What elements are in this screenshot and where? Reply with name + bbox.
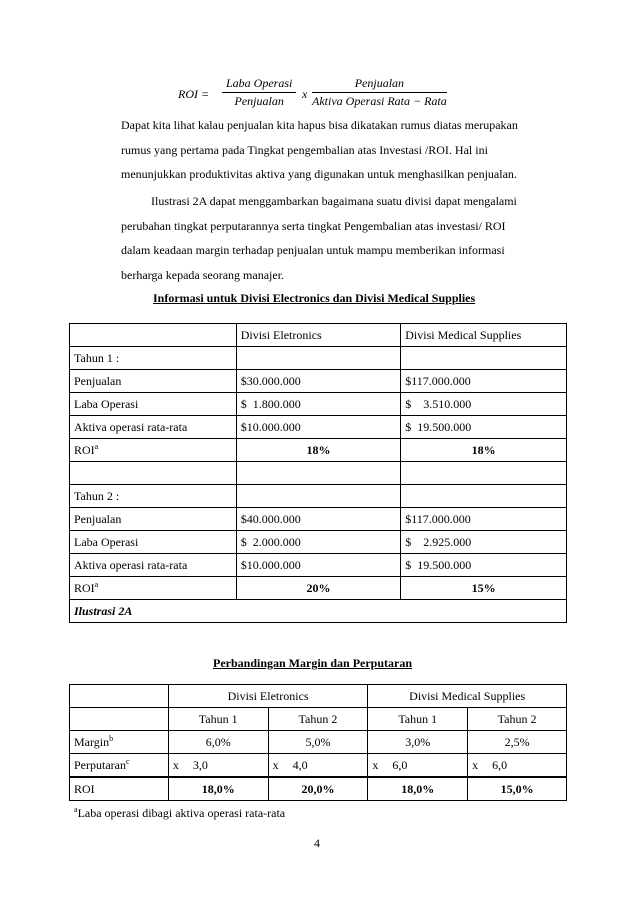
table-cell [236, 347, 401, 370]
roi-value: 20,0% [268, 777, 368, 801]
paragraph-line: rumus yang pertama pada Tingkat pengembalian atas Investasi /ROI. Hal ini [121, 142, 488, 157]
table-cell [70, 462, 237, 485]
paragraph-line: perubahan tingkat perputarannya serta tingkat Pengembalian atas investasi/ ROI [121, 218, 506, 233]
table-row [70, 439, 567, 462]
table-row [70, 370, 567, 393]
year-label: Tahun 2 : [70, 485, 237, 508]
table-header-cell: Divisi Medical Supplies [401, 324, 567, 347]
table-header-row [70, 685, 567, 708]
roi-label: ROI$^a$ [70, 577, 237, 600]
table-row [70, 508, 567, 531]
roi-value: 18% [401, 439, 567, 462]
comparison-table [69, 684, 567, 801]
formula-frac1-numerator: Laba Operasi [222, 76, 296, 93]
row-label: Penjualan [70, 370, 237, 393]
division-header: Divisi Medical Supplies [368, 685, 567, 708]
table-cell [236, 462, 401, 485]
row-label: Laba Operasi [70, 531, 237, 554]
roi-value: 20% [236, 577, 401, 600]
table-cell: $40.000.000 [236, 508, 401, 531]
table-row [70, 754, 567, 778]
year-header: Tahun 1 [368, 708, 468, 731]
table-header-row [70, 708, 567, 731]
table-row [70, 393, 567, 416]
roi-value: 15,0% [468, 777, 567, 801]
table-cell [70, 708, 169, 731]
roi-value: 18,0% [168, 777, 268, 801]
paragraph-line: Ilustrasi 2A dapat menggambarkan bagaimana suatu divisi dapat mengalami [151, 194, 517, 208]
formula-times: x [302, 87, 308, 101]
table-row [70, 577, 567, 600]
formula-lhs: ROI = [178, 87, 210, 101]
formula-frac2-numerator: Penjualan [312, 76, 447, 93]
paragraph-1 [121, 113, 581, 187]
turnover-label: Perputaran$^c$ [70, 754, 169, 778]
table-cell [401, 485, 567, 508]
table-header-cell: Divisi Eletronics [236, 324, 401, 347]
roi-value: 15% [401, 577, 567, 600]
margin-value: 6,0% [168, 731, 268, 754]
table-row [70, 554, 567, 577]
table-cell: $ 3.510.000 [401, 393, 567, 416]
page-number: 4 [314, 836, 320, 850]
table-row [70, 531, 567, 554]
margin-label: Margin$^b$ [70, 731, 169, 754]
table2-heading: Perbandingan Margin dan Perputaran [213, 656, 413, 670]
info-table [69, 323, 567, 623]
row-label: Penjualan [70, 508, 237, 531]
table-cell [236, 485, 401, 508]
year-header: Tahun 1 [168, 708, 268, 731]
turnover-value: x 4,0 [268, 754, 368, 778]
table-caption: Ilustrasi 2A [70, 600, 567, 623]
turnover-value: x 6,0 [468, 754, 567, 778]
turnover-value: x 6,0 [368, 754, 468, 778]
paragraph-line: dalam keadaan margin terhadap penjualan untuk mampu memberikan informasi [121, 243, 505, 257]
roi-label: ROI$^a$ [70, 439, 237, 462]
row-label: Aktiva operasi rata-rata [70, 554, 237, 577]
table-caption-row [70, 600, 567, 623]
table-cell: $ 1.800.000 [236, 393, 401, 416]
paragraph-line: menunjukkan produktivitas aktiva yang digunakan untuk menghasilkan penjualan. [121, 167, 517, 181]
table-row [70, 731, 567, 754]
year-label: Tahun 1 : [70, 347, 237, 370]
paragraph-line: berharga kepada seorang manajer. [121, 267, 285, 282]
margin-value: 3,0% [368, 731, 468, 754]
paragraph-line: Dapat kita lihat kalau penjualan kita hapus bisa dikatakan rumus diatas merupakan [121, 118, 518, 132]
table-row [70, 462, 567, 485]
paragraph-2 [121, 189, 581, 287]
footnote: $^a$Laba operasi dibagi aktiva operasi rata-rata [74, 805, 286, 820]
formula-frac2-denominator: Aktiva Operasi Rata − Rata [312, 94, 447, 108]
roi-label: ROI [70, 777, 169, 801]
table-cell: $117.000.000 [401, 508, 567, 531]
roi-value: 18,0% [368, 777, 468, 801]
margin-value: 2,5% [468, 731, 567, 754]
table-cell: $ 19.500.000 [401, 554, 567, 577]
table-cell: $30.000.000 [236, 370, 401, 393]
table-cell [401, 347, 567, 370]
roi-value: 18% [236, 439, 401, 462]
table-row [70, 777, 567, 801]
margin-value: 5,0% [268, 731, 368, 754]
table-cell: $10.000.000 [236, 554, 401, 577]
division-header: Divisi Eletronics [168, 685, 368, 708]
table-row [70, 485, 567, 508]
table-cell [401, 462, 567, 485]
table-row [70, 416, 567, 439]
row-label: Laba Operasi [70, 393, 237, 416]
table-cell: $ 2.000.000 [236, 531, 401, 554]
table-row [70, 347, 567, 370]
turnover-value: x 3,0 [168, 754, 268, 778]
table-cell: $117.000.000 [401, 370, 567, 393]
year-header: Tahun 2 [468, 708, 567, 731]
formula-fraction-2 [312, 76, 447, 109]
table-header-row [70, 324, 567, 347]
table-cell: $ 19.500.000 [401, 416, 567, 439]
table-cell: $10.000.000 [236, 416, 401, 439]
row-label: Aktiva operasi rata-rata [70, 416, 237, 439]
table1-heading: Informasi untuk Divisi Electronics dan Divisi Medical Supplies [153, 291, 476, 305]
table-cell [70, 685, 169, 708]
formula-fraction-1 [222, 76, 296, 109]
table-cell [70, 324, 237, 347]
year-header: Tahun 2 [268, 708, 368, 731]
formula-frac1-denominator: Penjualan [234, 94, 284, 108]
table-cell: $ 2.925.000 [401, 531, 567, 554]
